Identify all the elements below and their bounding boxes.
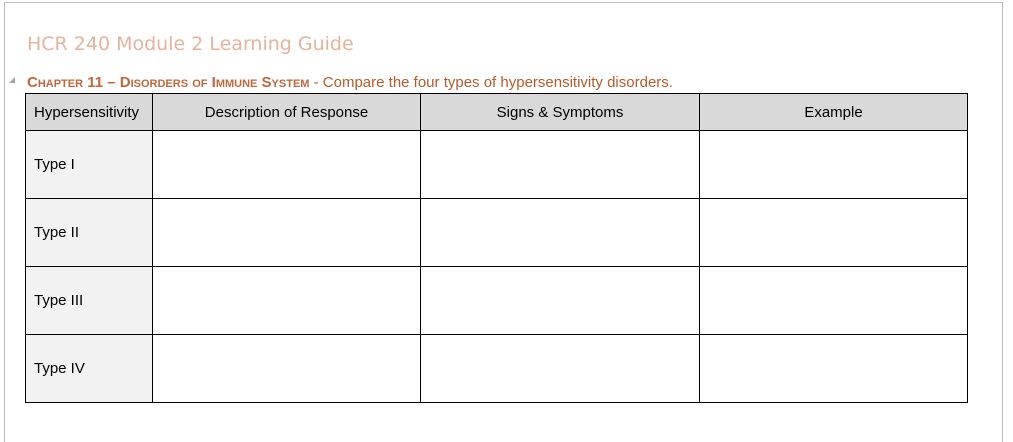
example-cell[interactable] — [700, 267, 968, 335]
signs-symptoms-cell[interactable] — [421, 199, 700, 267]
table-row — [26, 131, 968, 199]
section-instruction: Compare the four types of hypersensitivity disorders. — [322, 74, 673, 91]
column-header-description: Description of Response — [153, 94, 421, 131]
collapse-heading-icon[interactable] — [9, 77, 15, 83]
description-cell[interactable] — [153, 199, 421, 267]
description-cell[interactable] — [153, 335, 421, 403]
table-row — [26, 267, 968, 335]
example-cell[interactable] — [700, 131, 968, 199]
chapter-title: Chapter 11 – Disorders of Immune System — [27, 74, 310, 91]
type-label-cell: Type II — [26, 199, 153, 267]
column-header-signs-symptoms: Signs & Symptoms — [421, 94, 700, 131]
description-cell[interactable] — [153, 267, 421, 335]
type-label-cell: Type III — [26, 267, 153, 335]
table-row — [26, 335, 968, 403]
hypersensitivity-table — [25, 93, 968, 403]
description-cell[interactable] — [153, 131, 421, 199]
section-heading — [27, 74, 673, 92]
heading-separator: - — [309, 74, 323, 91]
signs-symptoms-cell[interactable] — [421, 131, 700, 199]
signs-symptoms-cell[interactable] — [421, 267, 700, 335]
example-cell[interactable] — [700, 199, 968, 267]
table-header-row — [26, 94, 968, 131]
example-cell[interactable] — [700, 335, 968, 403]
table-row — [26, 199, 968, 267]
column-header-hypersensitivity: Hypersensitivity — [26, 94, 153, 131]
document-header-title: HCR 240 Module 2 Learning Guide — [27, 33, 354, 55]
type-label-cell: Type IV — [26, 335, 153, 403]
type-label-cell: Type I — [26, 131, 153, 199]
signs-symptoms-cell[interactable] — [421, 335, 700, 403]
column-header-example: Example — [700, 94, 968, 131]
